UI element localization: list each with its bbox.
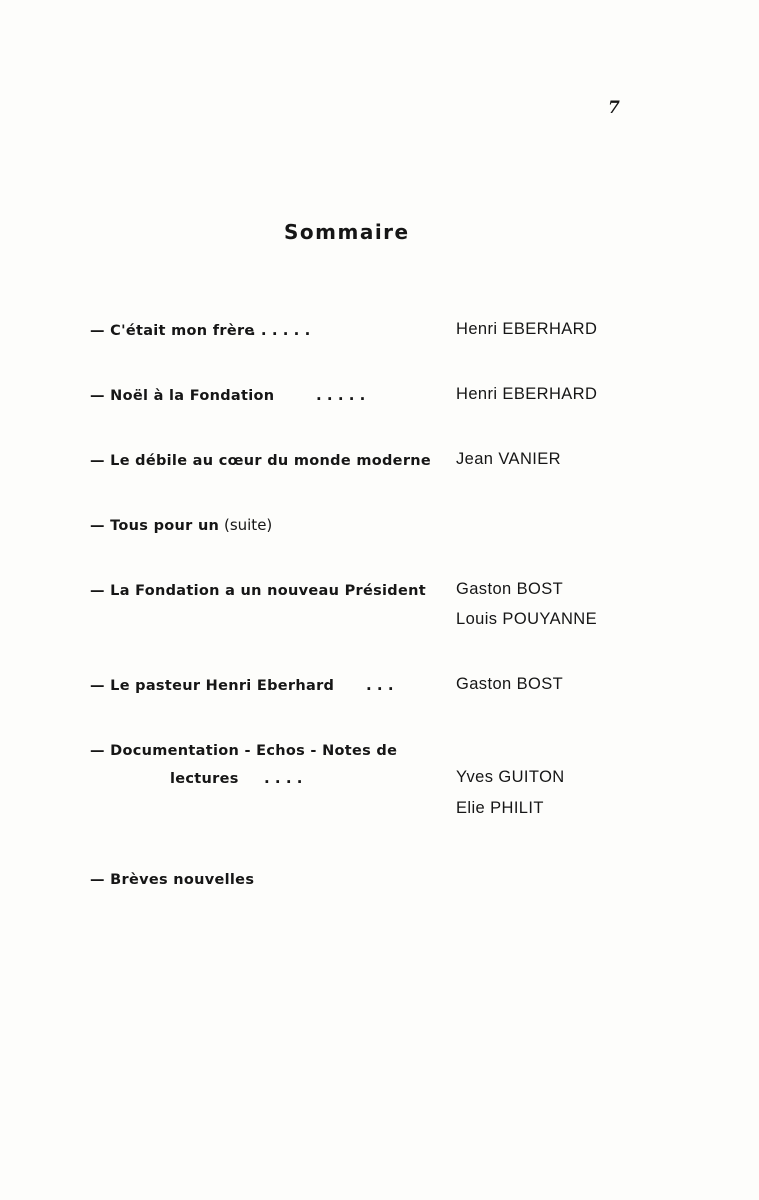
toc-entry-dots: . . . . [264, 769, 303, 787]
toc-entry-title: — Le débile au cœur du monde moderne [90, 453, 432, 469]
toc-entry-2 [90, 386, 274, 405]
toc-entry-dots: . . . [366, 676, 394, 694]
toc-entry-title: — La Fondation a un nouveau Président [90, 583, 426, 599]
toc-entry-title: — C'était mon frère [90, 323, 255, 339]
toc-entry-author: Yves GUITON [456, 768, 565, 786]
toc-entry-author: Jean VANIER [456, 450, 561, 468]
toc-entry-author: Gaston BOST [456, 675, 564, 693]
toc-entry-4 [90, 516, 272, 535]
toc-entry-title: — Tous pour un [90, 518, 220, 534]
toc-entry-author: Elie PHILIT [456, 799, 544, 817]
toc-entry-title-line2: lectures [170, 771, 239, 787]
toc-entry-dots: . . . . . . [250, 321, 311, 339]
toc-entry-7 [90, 741, 397, 760]
page-number: 7 [608, 98, 620, 118]
toc-entry-author: Gaston BOST [456, 580, 564, 598]
toc-entry-author: Henri EBERHARD [456, 320, 598, 338]
toc-entry-3 [90, 451, 431, 470]
toc-entry-title: — Brèves nouvelles [90, 872, 255, 888]
toc-entry-1 [90, 321, 255, 340]
toc-entry-dots: . . . . . [316, 386, 366, 404]
toc-entry-subtitle: (suite) [223, 516, 273, 534]
toc-entry-author: Henri EBERHARD [456, 385, 598, 403]
toc-entry-6 [90, 676, 334, 695]
toc-entry-title: — Le pasteur Henri Eberhard [90, 678, 335, 694]
toc-entry-8 [90, 870, 254, 889]
toc-entry-7-line2 [170, 769, 239, 788]
page-title: Sommaire [284, 220, 410, 244]
toc-entry-title: — Noël à la Fondation [90, 388, 275, 404]
toc-entry-author: Louis POUYANNE [456, 610, 598, 628]
toc-entry-5 [90, 581, 426, 600]
toc-entry-title: — Documentation - Echos - Notes de [90, 743, 398, 759]
